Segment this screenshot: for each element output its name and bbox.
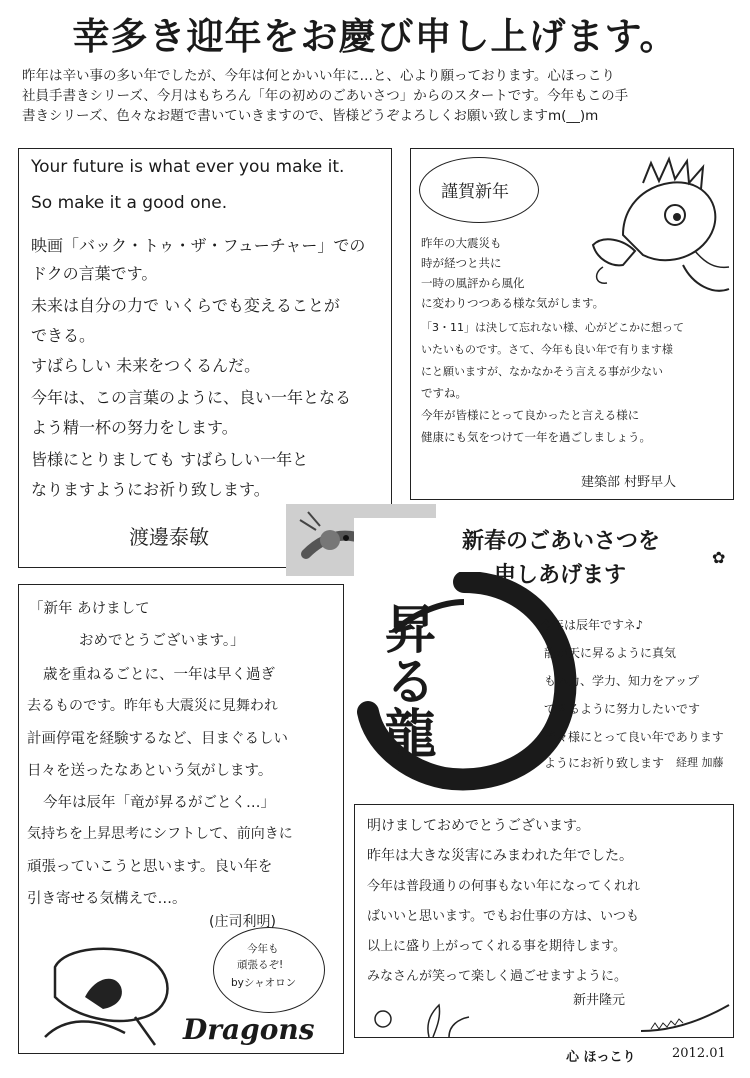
message-line: ようにお祈り致します [544, 756, 665, 770]
signature: 経理 加藤 [676, 756, 724, 769]
bubble-text: byシャオロン [231, 977, 297, 989]
page-title: 幸多き迎年をお慶び申し上げます。 [72, 15, 678, 58]
message-line: 今年は辰年「竜が昇るがごとく…」 [43, 795, 275, 811]
signature: 建築部 村野早人 [581, 475, 677, 490]
message-line: 歳を重ねるごとに、一年は早く過ぎ [43, 667, 275, 683]
message-line: 気持ちを上昇思考にシフトして、前向きに [27, 826, 293, 842]
message-line: 去るものです。昨年も大震災に見舞われ [27, 698, 278, 714]
message-line: 一時の風評から風化 [421, 276, 525, 290]
message-line: おめでとうございます。」 [79, 633, 245, 649]
message-line: 健康にも気をつけて一年を過ごしましょう。 [421, 430, 651, 444]
message-line: よう精一杯の努力をします。 [31, 418, 238, 437]
message-line: 計画停電を経験するなど、目まぐるしい [27, 731, 288, 747]
signature: 渡邊泰敏 [129, 525, 209, 549]
message-line: に変わりつつある様な気がします。 [421, 296, 605, 310]
footer-date: 2012.01 [672, 1046, 726, 1061]
message-box-shoji [18, 584, 344, 1054]
message-line: 今年は、この言葉のように、良い一年となる [31, 388, 352, 407]
intro-line: 昨年は辛い事の多い年でしたが、今年は何とかいい年に…と、心より願っております。心ほっこり [22, 68, 615, 84]
message-line: 映画「バック・トゥ・ザ・フューチャー」での [31, 236, 366, 255]
message-line: ですね。 [421, 386, 467, 400]
message-line: 昨年の大震災も [421, 236, 502, 250]
decoration-plant-icon [369, 997, 479, 1037]
intro-paragraph [22, 66, 734, 126]
message-line: 昨年は大きな災害にみまわれた年でした。 [367, 848, 633, 864]
dragon-tail-icon [641, 1001, 731, 1035]
message-line: 今年は普段通りの何事もない年になってくれれ [367, 879, 641, 894]
greeting-heading: 申しあげます [494, 563, 627, 588]
intro-line: 社員手書きシリーズ、今月はもちろん「年の初めのごあいさつ」からのスタートです。今年もこの手 [22, 88, 629, 104]
dragon-illustration-icon [583, 155, 733, 305]
message-line: 以上に盛り上がってくれる事を期待します。 [367, 939, 626, 954]
dragons-logo: Dragons [183, 1013, 315, 1046]
message-box-murano [410, 148, 734, 500]
message-line: ドクの言葉です。 [31, 264, 158, 283]
message-line: できる。 [31, 326, 96, 345]
footer-brand: 心 ほっこり [566, 1050, 636, 1065]
signature: (庄司利明) [209, 914, 276, 930]
message-line: 時が経つと共に [421, 256, 502, 270]
quote-line-en: So make it a good one. [31, 193, 228, 213]
message-line: にと願いますが、なかなかそう言える事が少ない [421, 365, 663, 378]
message-box-kato [354, 518, 734, 790]
message-line: いたいものです。さて、今年も良い年で有ります様 [421, 343, 673, 356]
message-line: なりますようにお祈り致します。 [31, 480, 270, 499]
quote-line-en: Your future is what ever you make it. [31, 157, 345, 177]
message-box-arai [354, 804, 734, 1038]
message-line: 「3・11」は決して忘れない様、心がどこかに想って [421, 321, 684, 334]
message-line: も体力、学力、知力をアップ [544, 674, 700, 688]
bubble-text: 今年も [247, 943, 279, 955]
message-line: 日々を送ったなあという気がします。 [27, 763, 273, 779]
message-line: 「新年 あけまして [29, 601, 150, 617]
bubble-text: 頑張るぞ! [237, 959, 284, 971]
plum-flower-icon: ✿ [712, 548, 726, 567]
message-line: できるように努力したいです [544, 702, 701, 716]
message-line: ばいいと思います。でもお仕事の方は、いつも [367, 909, 639, 924]
signature: 新井隆元 [573, 993, 626, 1008]
calligraphy-text: 昇る龍 [375, 602, 435, 758]
message-line: すばらしい 未来をつくるんだ。 [31, 356, 261, 375]
message-line: みなさんが笑って楽しく過ごせますように。 [367, 969, 628, 984]
message-line: 未来は自分の力で いくらでも変えることが [31, 296, 340, 315]
message-line: 明けましておめでとうございます。 [367, 818, 590, 834]
greeting-heading: 新春のごあいさつを [462, 529, 661, 554]
intro-line: 書きシリーズ、色々なお題で書いていきますので、皆様どうぞよろしくお願い致しますm(__)m [22, 108, 599, 124]
message-line: 頑張っていこうと思います。良い年を [27, 859, 273, 875]
message-line: 引き寄せる気構えで…。 [27, 891, 187, 907]
message-line: 今年は辰年ですネ♪ [540, 618, 644, 632]
message-line: 皆々様にとって良い年であります [544, 730, 724, 744]
message-line: 龍が天に昇るように真気 [544, 646, 677, 660]
mascot-dragon-icon [25, 937, 205, 1049]
bubble-text: 謹賀新年 [441, 182, 509, 202]
message-line: 皆様にとりましても すばらしい一年と [31, 450, 309, 469]
message-line: 今年が皆様にとって良かったと言える様に [421, 408, 640, 422]
